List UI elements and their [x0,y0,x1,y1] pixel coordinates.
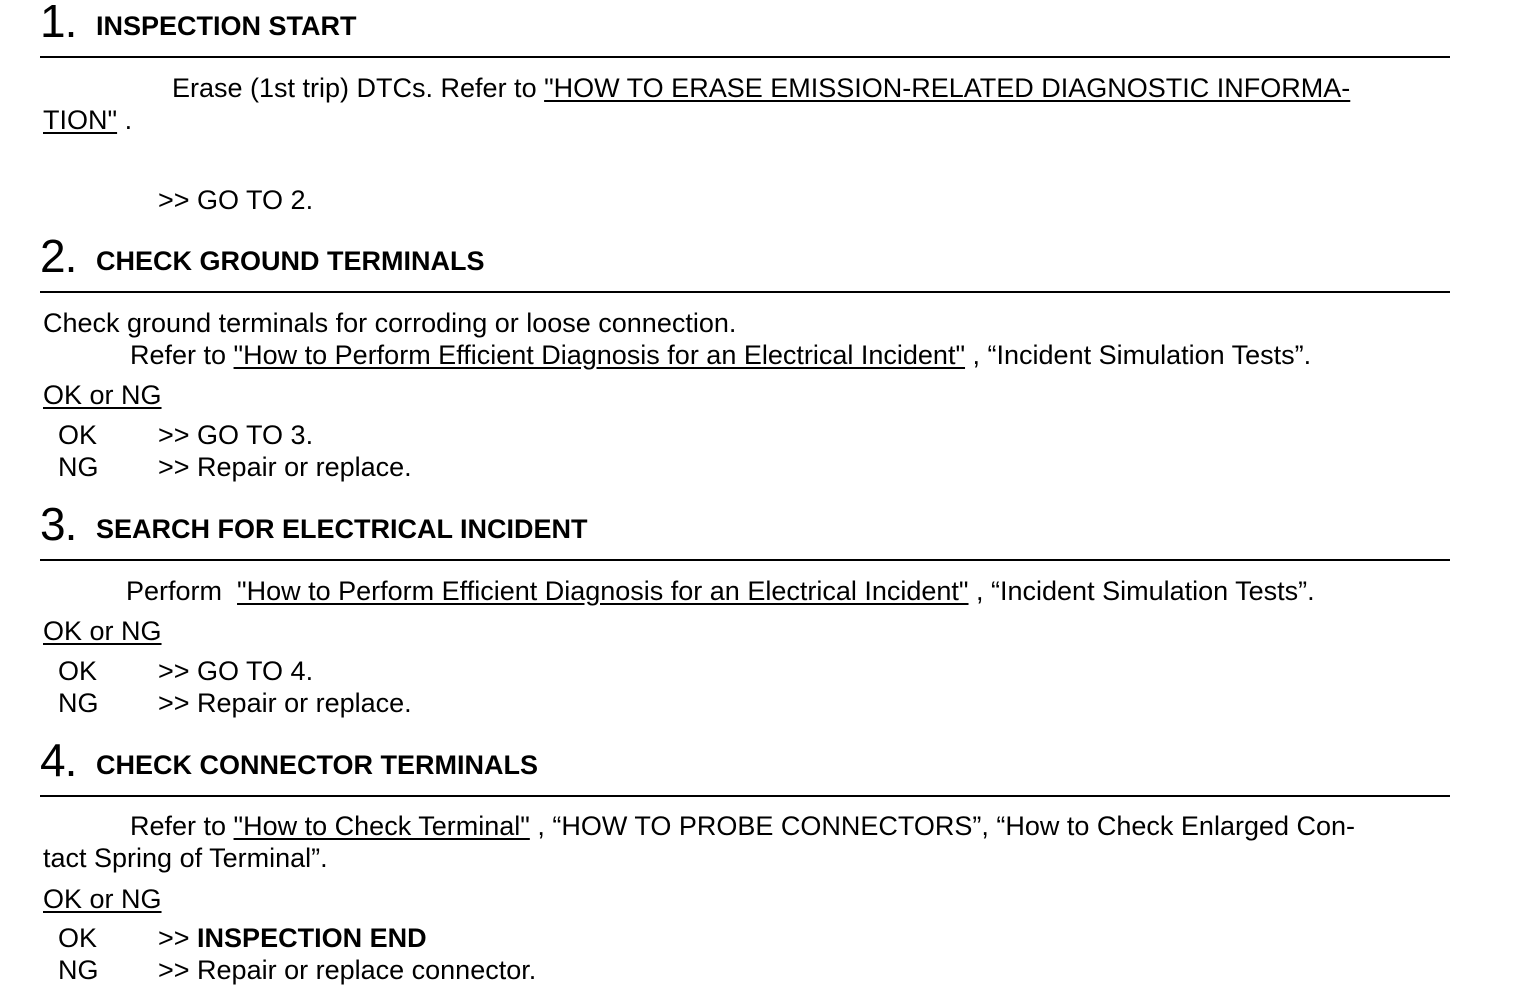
step-1-body-text: Erase (1st trip) DTCs. Refer to [172,73,545,103]
step-3-line1-text: Perform [126,576,238,606]
check-terminal-link[interactable]: "How to Check Terminal" [233,811,530,841]
erase-dtc-link[interactable]: "HOW TO ERASE EMISSION-RELATED DIAGNOSTIC INFORMA- [544,73,1351,103]
step-3-ng-action: >> Repair or replace. [158,688,412,718]
step-2-number: 2. [40,230,77,282]
step-1-body-line2 [43,104,132,136]
step-4-ng-action: >> Repair or replace connector. [158,955,537,985]
step-2-ok-label: OK [58,420,98,450]
step-2-divider [40,291,1450,293]
inspection-end-text: INSPECTION END [197,923,427,953]
step-1-number: 1. [40,0,77,47]
step-4-ok-prefix: >> [158,923,198,953]
step-4-line1-text: Refer to [130,811,234,841]
step-3-ok-action: >> GO TO 4. [158,656,314,686]
step-2-line2-text: Refer to [130,340,234,370]
step-4-number: 4. [40,734,77,786]
step-1-title: INSPECTION START [96,11,357,41]
step-3-number: 3. [40,498,77,550]
step-3-ok-or-ng: OK or NG [43,616,162,646]
step-4-ok-label: OK [58,923,98,953]
step-3-line1 [126,575,1315,607]
step-4-divider [40,795,1450,797]
efficient-diagnosis-link-2[interactable]: "How to Perform Efficient Diagnosis for an Electrical Incident" [237,576,969,606]
erase-dtc-link-continued[interactable]: TION" [43,105,118,135]
step-1-body-end: . [117,105,133,135]
step-2-ok-or-ng: OK or NG [43,380,162,410]
step-1-divider [40,56,1450,58]
step-1-body-line1 [172,72,1350,104]
step-3-ng-label: NG [58,688,99,718]
step-2-line2-end: , “Incident Simulation Tests”. [965,340,1312,370]
step-3-divider [40,559,1450,561]
step-4-line2: tact Spring of Terminal”. [43,843,328,873]
step-4-line1 [130,810,1355,842]
step-4-line1-end: , “HOW TO PROBE CONNECTORS”, “How to Check Enlarged Con- [529,811,1356,841]
step-4-ok-or-ng: OK or NG [43,884,162,914]
step-2-ng-action: >> Repair or replace. [158,452,412,482]
step-2-ok-action: >> GO TO 3. [158,420,314,450]
step-4-ok-action [158,922,427,954]
step-2-ng-label: NG [58,452,99,482]
efficient-diagnosis-link[interactable]: "How to Perform Efficient Diagnosis for an Electrical Incident" [233,340,966,370]
step-2-line2 [130,339,1311,371]
step-3-title: SEARCH FOR ELECTRICAL INCIDENT [96,514,588,544]
step-4-title: CHECK CONNECTOR TERMINALS [96,750,539,780]
step-1-goto: >> GO TO 2. [158,185,314,215]
step-3-line1-end: , “Incident Simulation Tests”. [968,576,1315,606]
step-2-title: CHECK GROUND TERMINALS [96,246,485,276]
step-2-line1: Check ground terminals for corroding or loose connection. [43,308,737,338]
step-3-ok-label: OK [58,656,98,686]
step-4-ng-label: NG [58,955,99,985]
